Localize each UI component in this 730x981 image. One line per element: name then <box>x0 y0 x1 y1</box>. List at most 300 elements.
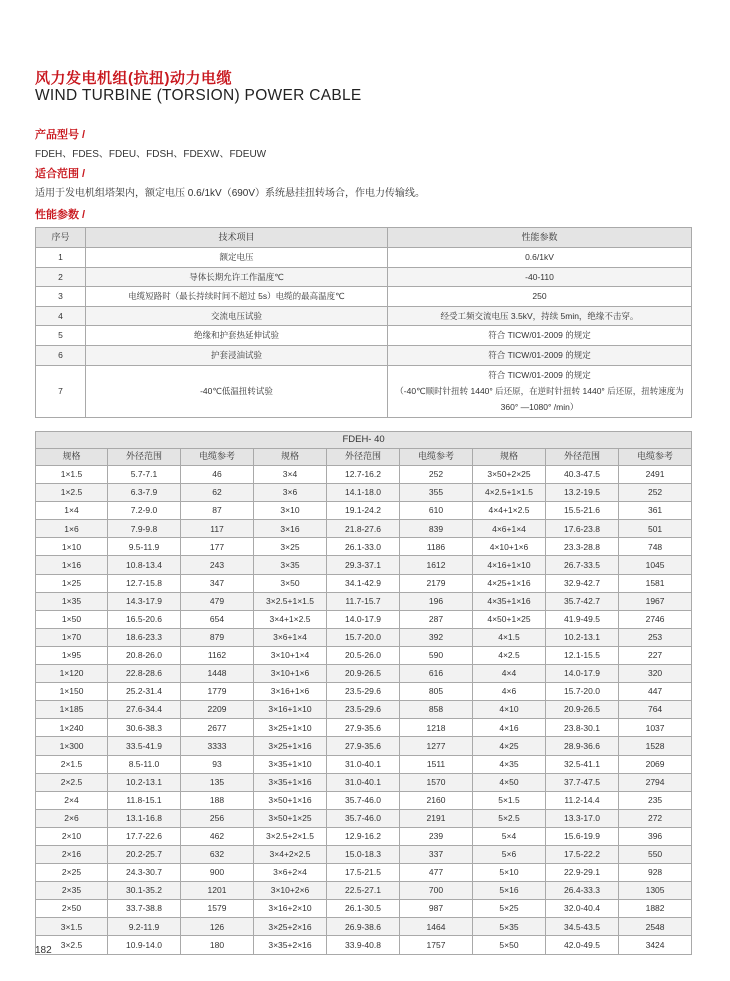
perf-value-cell: 250 <box>388 287 692 307</box>
spec-cell: 239 <box>400 827 473 845</box>
spec-cell: 2746 <box>619 610 692 628</box>
spec-cell: 2×1.5 <box>36 755 108 773</box>
spec-row <box>36 737 692 755</box>
spec-cell: 3×50+1×16 <box>254 791 327 809</box>
spec-cell: 243 <box>181 556 254 574</box>
perf-col-item: 技术项目 <box>86 228 388 248</box>
spec-cell: 3×50 <box>254 574 327 592</box>
spec-cell: 35.7-42.7 <box>546 592 619 610</box>
performance-row <box>36 306 692 326</box>
spec-cell: 1277 <box>400 737 473 755</box>
spec-row <box>36 610 692 628</box>
spec-cell: 32.5-41.1 <box>546 755 619 773</box>
spec-cell: 3×35+2×16 <box>254 936 327 954</box>
spec-cell: 14.3-17.9 <box>108 592 181 610</box>
spec-row <box>36 918 692 936</box>
spec-cell: 9.5-11.9 <box>108 538 181 556</box>
spec-row <box>36 665 692 683</box>
spec-cell: 13.3-17.0 <box>546 809 619 827</box>
spec-column-header: 规格 <box>254 449 327 466</box>
spec-cell: 1757 <box>400 936 473 954</box>
spec-cell: 2×35 <box>36 882 108 900</box>
spec-cell: 5.7-7.1 <box>108 466 181 484</box>
spec-cell: 2160 <box>400 791 473 809</box>
spec-column-header: 外径范围 <box>108 449 181 466</box>
perf-item-cell: 导体长期允许工作温度℃ <box>86 267 388 287</box>
spec-row <box>36 466 692 484</box>
spec-cell: 41.9-49.5 <box>546 610 619 628</box>
spec-cell: 4×10 <box>473 701 546 719</box>
spec-cell: 3333 <box>181 737 254 755</box>
spec-cell: 3×10+1×6 <box>254 665 327 683</box>
spec-cell: 3×25+2×16 <box>254 918 327 936</box>
spec-row <box>36 628 692 646</box>
spec-cell: 20.2-25.7 <box>108 845 181 863</box>
spec-cell: 3×16+2×10 <box>254 900 327 918</box>
spec-cell: 11.2-14.4 <box>546 791 619 809</box>
spec-cell: 17.6-23.8 <box>546 520 619 538</box>
spec-cell: 15.5-21.6 <box>546 502 619 520</box>
spec-model-label: FDEH- 40 <box>36 432 692 449</box>
spec-cell: 22.9-29.1 <box>546 864 619 882</box>
spec-cell: 1528 <box>619 737 692 755</box>
spec-column-header: 电缆参考 <box>181 449 254 466</box>
spec-row <box>36 900 692 918</box>
perf-no-cell: 6 <box>36 345 86 365</box>
spec-cell: 3×4 <box>254 466 327 484</box>
spec-cell: 31.0-40.1 <box>327 755 400 773</box>
perf-item-cell: 交流电压试验 <box>86 306 388 326</box>
spec-cell: 26.1-33.0 <box>327 538 400 556</box>
spec-cell: 4×16+1×10 <box>473 556 546 574</box>
spec-cell: 1037 <box>619 719 692 737</box>
spec-cell: 479 <box>181 592 254 610</box>
spec-cell: 654 <box>181 610 254 628</box>
spec-cell: 252 <box>619 484 692 502</box>
spec-row <box>36 719 692 737</box>
spec-cell: 5×4 <box>473 827 546 845</box>
spec-cell: 2069 <box>619 755 692 773</box>
spec-cell: 252 <box>400 466 473 484</box>
spec-model-row <box>36 432 692 449</box>
spec-cell: 616 <box>400 665 473 683</box>
spec-cell: 23.8-30.1 <box>546 719 619 737</box>
spec-cell: 3×6+1×4 <box>254 628 327 646</box>
scope-text: 适用于发电机组塔架内，额定电压 0.6/1kV（690V）系统悬挂扭转场合，作电力传输线。 <box>35 188 426 199</box>
spec-cell: 3×4+2×2.5 <box>254 845 327 863</box>
spec-cell: 1×2.5 <box>36 484 108 502</box>
spec-cell: 27.9-35.6 <box>327 719 400 737</box>
spec-cell: 2491 <box>619 466 692 484</box>
spec-cell: 4×50 <box>473 773 546 791</box>
spec-cell: 3×10 <box>254 502 327 520</box>
spec-cell: 337 <box>400 845 473 863</box>
spec-cell: 748 <box>619 538 692 556</box>
spec-cell: 1×35 <box>36 592 108 610</box>
spec-cell: 17.7-22.6 <box>108 827 181 845</box>
spec-cell: 879 <box>181 628 254 646</box>
perf-item-cell: 绝缘和护套热延伸试验 <box>86 326 388 346</box>
spec-cell: 1612 <box>400 556 473 574</box>
spec-cell: 10.9-14.0 <box>108 936 181 954</box>
spec-cell: 46 <box>181 466 254 484</box>
spec-cell: 2×10 <box>36 827 108 845</box>
spec-cell: 4×4 <box>473 665 546 683</box>
spec-cell: 4×16 <box>473 719 546 737</box>
spec-cell: 1581 <box>619 574 692 592</box>
spec-cell: 256 <box>181 809 254 827</box>
perf-col-no: 序号 <box>36 228 86 248</box>
spec-row <box>36 773 692 791</box>
spec-cell: 17.5-21.5 <box>327 864 400 882</box>
spec-cell: 2×16 <box>36 845 108 863</box>
spec-cell: 7.9-9.8 <box>108 520 181 538</box>
spec-cell: 462 <box>181 827 254 845</box>
spec-cell: 26.9-38.6 <box>327 918 400 936</box>
spec-row <box>36 864 692 882</box>
spec-cell: 1×6 <box>36 520 108 538</box>
spec-cell: 1×240 <box>36 719 108 737</box>
spec-cell: 5×25 <box>473 900 546 918</box>
spec-cell: 1×16 <box>36 556 108 574</box>
spec-cell: 180 <box>181 936 254 954</box>
spec-cell: 1×300 <box>36 737 108 755</box>
spec-cell: 928 <box>619 864 692 882</box>
spec-cell: 632 <box>181 845 254 863</box>
spec-cell: 1×150 <box>36 683 108 701</box>
spec-cell: 12.9-16.2 <box>327 827 400 845</box>
spec-cell: 3×4+1×2.5 <box>254 610 327 628</box>
spec-cell: 2794 <box>619 773 692 791</box>
spec-cell: 3×50+2×25 <box>473 466 546 484</box>
spec-column-header: 电缆参考 <box>400 449 473 466</box>
spec-cell: 3×10+1×4 <box>254 646 327 664</box>
spec-cell: 590 <box>400 646 473 664</box>
spec-cell: 32.0-40.4 <box>546 900 619 918</box>
perf-value-cell: -40-110 <box>388 267 692 287</box>
perf-value-line: 符合 TICW/01-2009 的规定 <box>488 370 591 381</box>
spec-cell: 1×50 <box>36 610 108 628</box>
spec-cell: 3×50+1×25 <box>254 809 327 827</box>
spec-cell: 33.9-40.8 <box>327 936 400 954</box>
perf-value-line: （-40℃顺时针扭转 1440° 后还原，在逆时针扭转 1440° 后还原，扭转速度为 <box>395 386 684 397</box>
spec-cell: 11.8-15.1 <box>108 791 181 809</box>
spec-cell: 11.7-15.7 <box>327 592 400 610</box>
spec-row <box>36 791 692 809</box>
spec-cell: 347 <box>181 574 254 592</box>
spec-cell: 26.1-30.5 <box>327 900 400 918</box>
spec-cell: 15.7-20.0 <box>546 683 619 701</box>
spec-cell: 1464 <box>400 918 473 936</box>
spec-cell: 34.1-42.9 <box>327 574 400 592</box>
spec-cell: 4×6+1×4 <box>473 520 546 538</box>
spec-cell: 2191 <box>400 809 473 827</box>
spec-cell: 1305 <box>619 882 692 900</box>
spec-cell: 1×4 <box>36 502 108 520</box>
spec-cell: 1448 <box>181 665 254 683</box>
spec-cell: 27.9-35.6 <box>327 737 400 755</box>
spec-cell: 117 <box>181 520 254 538</box>
performance-row <box>36 267 692 287</box>
spec-cell: 18.6-23.3 <box>108 628 181 646</box>
spec-cell: 10.2-13.1 <box>546 628 619 646</box>
spec-cell: 477 <box>400 864 473 882</box>
performance-row <box>36 248 692 268</box>
spec-cell: 15.0-18.3 <box>327 845 400 863</box>
product-model-text: FDEH、FDES、FDEU、FDSH、FDEXW、FDEUW <box>35 149 267 160</box>
spec-cell: 23.5-29.6 <box>327 683 400 701</box>
spec-cell: 12.7-16.2 <box>327 466 400 484</box>
spec-cell: 2677 <box>181 719 254 737</box>
spec-cell: 8.5-11.0 <box>108 755 181 773</box>
spec-cell: 3×25+1×10 <box>254 719 327 737</box>
perf-value-cell: 符合 TICW/01-2009 的规定 <box>388 345 692 365</box>
performance-row <box>36 326 692 346</box>
spec-cell: 14.1-18.0 <box>327 484 400 502</box>
spec-cell: 126 <box>181 918 254 936</box>
spec-cell: 30.1-35.2 <box>108 882 181 900</box>
spec-cell: 20.5-26.0 <box>327 646 400 664</box>
spec-cell: 1×1.5 <box>36 466 108 484</box>
spec-cell: 13.2-19.5 <box>546 484 619 502</box>
spec-cell: 33.7-38.8 <box>108 900 181 918</box>
spec-cell: 135 <box>181 773 254 791</box>
perf-no-cell: 3 <box>36 287 86 307</box>
perf-item-cell: -40℃低温扭转试验 <box>86 365 388 417</box>
spec-cell: 2×25 <box>36 864 108 882</box>
spec-cell: 40.3-47.5 <box>546 466 619 484</box>
spec-cell: 5×1.5 <box>473 791 546 809</box>
perf-no-cell: 2 <box>36 267 86 287</box>
spec-row <box>36 845 692 863</box>
spec-row <box>36 502 692 520</box>
spec-cell: 2×2.5 <box>36 773 108 791</box>
spec-cell: 501 <box>619 520 692 538</box>
performance-heading: 性能参数 / <box>35 209 86 221</box>
spec-cell: 1967 <box>619 592 692 610</box>
spec-cell: 610 <box>400 502 473 520</box>
spec-cell: 4×50+1×25 <box>473 610 546 628</box>
spec-cell: 858 <box>400 701 473 719</box>
spec-cell: 1570 <box>400 773 473 791</box>
spec-row <box>36 574 692 592</box>
spec-cell: 5×10 <box>473 864 546 882</box>
spec-cell: 4×2.5 <box>473 646 546 664</box>
spec-cell: 2×50 <box>36 900 108 918</box>
spec-cell: 3×6 <box>254 484 327 502</box>
spec-cell: 7.2-9.0 <box>108 502 181 520</box>
spec-row <box>36 538 692 556</box>
spec-cell: 23.5-29.6 <box>327 701 400 719</box>
spec-row <box>36 882 692 900</box>
spec-row <box>36 484 692 502</box>
spec-cell: 1162 <box>181 646 254 664</box>
perf-item-cell: 额定电压 <box>86 248 388 268</box>
spec-cell: 3×10+2×6 <box>254 882 327 900</box>
spec-cell: 272 <box>619 809 692 827</box>
spec-cell: 4×10+1×6 <box>473 538 546 556</box>
spec-row <box>36 701 692 719</box>
spec-cell: 1201 <box>181 882 254 900</box>
spec-cell: 20.8-26.0 <box>108 646 181 664</box>
spec-cell: 6.3-7.9 <box>108 484 181 502</box>
spec-cell: 5×35 <box>473 918 546 936</box>
spec-cell: 392 <box>400 628 473 646</box>
spec-cell: 5×16 <box>473 882 546 900</box>
spec-cell: 355 <box>400 484 473 502</box>
spec-cell: 320 <box>619 665 692 683</box>
perf-item-cell: 电缆短路时（最长持续时间不超过 5s）电缆的最高温度℃ <box>86 287 388 307</box>
spec-cell: 1×25 <box>36 574 108 592</box>
spec-cell: 9.2-11.9 <box>108 918 181 936</box>
spec-cell: 1779 <box>181 683 254 701</box>
spec-cell: 35.7-46.0 <box>327 791 400 809</box>
perf-col-value: 性能参数 <box>388 228 692 248</box>
spec-cell: 12.7-15.8 <box>108 574 181 592</box>
spec-cell: 27.6-34.4 <box>108 701 181 719</box>
spec-cell: 34.5-43.5 <box>546 918 619 936</box>
spec-cell: 3×2.5+2×1.5 <box>254 827 327 845</box>
performance-header-row <box>36 228 692 248</box>
spec-cell: 3×35+1×16 <box>254 773 327 791</box>
spec-cell: 15.6-19.9 <box>546 827 619 845</box>
spec-cell: 4×4+1×2.5 <box>473 502 546 520</box>
spec-cell: 20.9-26.5 <box>327 665 400 683</box>
spec-cell: 196 <box>400 592 473 610</box>
spec-cell: 5×6 <box>473 845 546 863</box>
spec-cell: 4×35+1×16 <box>473 592 546 610</box>
spec-cell: 4×1.5 <box>473 628 546 646</box>
spec-cell: 1579 <box>181 900 254 918</box>
spec-cell: 700 <box>400 882 473 900</box>
spec-row <box>36 592 692 610</box>
page-title-cn: 风力发电机组(抗扭)动力电缆 <box>35 70 232 87</box>
spec-cell: 4×2.5+1×1.5 <box>473 484 546 502</box>
spec-row <box>36 556 692 574</box>
spec-cell: 10.2-13.1 <box>108 773 181 791</box>
perf-no-cell: 7 <box>36 365 86 417</box>
spec-cell: 12.1-15.5 <box>546 646 619 664</box>
spec-cell: 32.9-42.7 <box>546 574 619 592</box>
spec-row <box>36 755 692 773</box>
spec-cell: 29.3-37.1 <box>327 556 400 574</box>
spec-cell: 3×1.5 <box>36 918 108 936</box>
spec-cell: 447 <box>619 683 692 701</box>
spec-row <box>36 827 692 845</box>
performance-row <box>36 287 692 307</box>
spec-cell: 26.4-33.3 <box>546 882 619 900</box>
spec-cell: 1186 <box>400 538 473 556</box>
spec-cell: 28.9-36.6 <box>546 737 619 755</box>
spec-cell: 14.0-17.9 <box>546 665 619 683</box>
spec-cell: 3×25 <box>254 538 327 556</box>
spec-cell: 2×6 <box>36 809 108 827</box>
spec-cell: 1×70 <box>36 628 108 646</box>
spec-cell: 987 <box>400 900 473 918</box>
spec-table <box>35 431 692 955</box>
spec-cell: 361 <box>619 502 692 520</box>
spec-cell: 35.7-46.0 <box>327 809 400 827</box>
spec-cell: 87 <box>181 502 254 520</box>
spec-cell: 22.5-27.1 <box>327 882 400 900</box>
spec-cell: 1×120 <box>36 665 108 683</box>
spec-cell: 2548 <box>619 918 692 936</box>
spec-cell: 26.7-33.5 <box>546 556 619 574</box>
spec-cell: 17.5-22.2 <box>546 845 619 863</box>
spec-cell: 10.8-13.4 <box>108 556 181 574</box>
spec-header-row <box>36 449 692 466</box>
spec-cell: 287 <box>400 610 473 628</box>
spec-cell: 3×35 <box>254 556 327 574</box>
perf-value-cell <box>388 365 692 417</box>
performance-row <box>36 365 692 417</box>
spec-cell: 3×16+1×10 <box>254 701 327 719</box>
scope-heading: 适合范围 / <box>35 168 86 180</box>
spec-cell: 235 <box>619 791 692 809</box>
spec-cell: 1218 <box>400 719 473 737</box>
spec-row <box>36 520 692 538</box>
spec-cell: 1×95 <box>36 646 108 664</box>
spec-cell: 37.7-47.5 <box>546 773 619 791</box>
spec-cell: 4×6 <box>473 683 546 701</box>
perf-item-cell: 护套浸油试验 <box>86 345 388 365</box>
spec-row <box>36 809 692 827</box>
spec-cell: 2×4 <box>36 791 108 809</box>
spec-cell: 15.7-20.0 <box>327 628 400 646</box>
spec-cell: 22.8-28.6 <box>108 665 181 683</box>
spec-cell: 839 <box>400 520 473 538</box>
spec-column-header: 外径范围 <box>546 449 619 466</box>
spec-cell: 13.1-16.8 <box>108 809 181 827</box>
spec-cell: 3×16+1×6 <box>254 683 327 701</box>
spec-row <box>36 646 692 664</box>
spec-column-header: 规格 <box>473 449 546 466</box>
product-model-heading: 产品型号 / <box>35 129 86 141</box>
performance-table <box>35 227 692 418</box>
spec-cell: 805 <box>400 683 473 701</box>
spec-column-header: 外径范围 <box>327 449 400 466</box>
spec-cell: 1511 <box>400 755 473 773</box>
spec-cell: 900 <box>181 864 254 882</box>
spec-cell: 764 <box>619 701 692 719</box>
spec-cell: 93 <box>181 755 254 773</box>
spec-cell: 3×35+1×10 <box>254 755 327 773</box>
spec-cell: 25.2-31.4 <box>108 683 181 701</box>
perf-value-cell: 符合 TICW/01-2009 的规定 <box>388 326 692 346</box>
page-title-en: WIND TURBINE (TORSION) POWER CABLE <box>35 87 362 104</box>
spec-cell: 396 <box>619 827 692 845</box>
spec-cell: 253 <box>619 628 692 646</box>
spec-cell: 1×185 <box>36 701 108 719</box>
perf-no-cell: 4 <box>36 306 86 326</box>
spec-cell: 31.0-40.1 <box>327 773 400 791</box>
spec-cell: 42.0-49.5 <box>546 936 619 954</box>
spec-cell: 23.3-28.8 <box>546 538 619 556</box>
spec-cell: 3×2.5+1×1.5 <box>254 592 327 610</box>
spec-cell: 21.8-27.6 <box>327 520 400 538</box>
spec-cell: 188 <box>181 791 254 809</box>
spec-cell: 3×6+2×4 <box>254 864 327 882</box>
spec-cell: 14.0-17.9 <box>327 610 400 628</box>
spec-cell: 1882 <box>619 900 692 918</box>
spec-cell: 20.9-26.5 <box>546 701 619 719</box>
spec-cell: 19.1-24.2 <box>327 502 400 520</box>
spec-cell: 16.5-20.6 <box>108 610 181 628</box>
perf-no-cell: 5 <box>36 326 86 346</box>
spec-cell: 177 <box>181 538 254 556</box>
perf-value-cell: 经受工频交流电压 3.5kV，持续 5min，绝缘不击穿。 <box>388 306 692 326</box>
spec-cell: 30.6-38.3 <box>108 719 181 737</box>
